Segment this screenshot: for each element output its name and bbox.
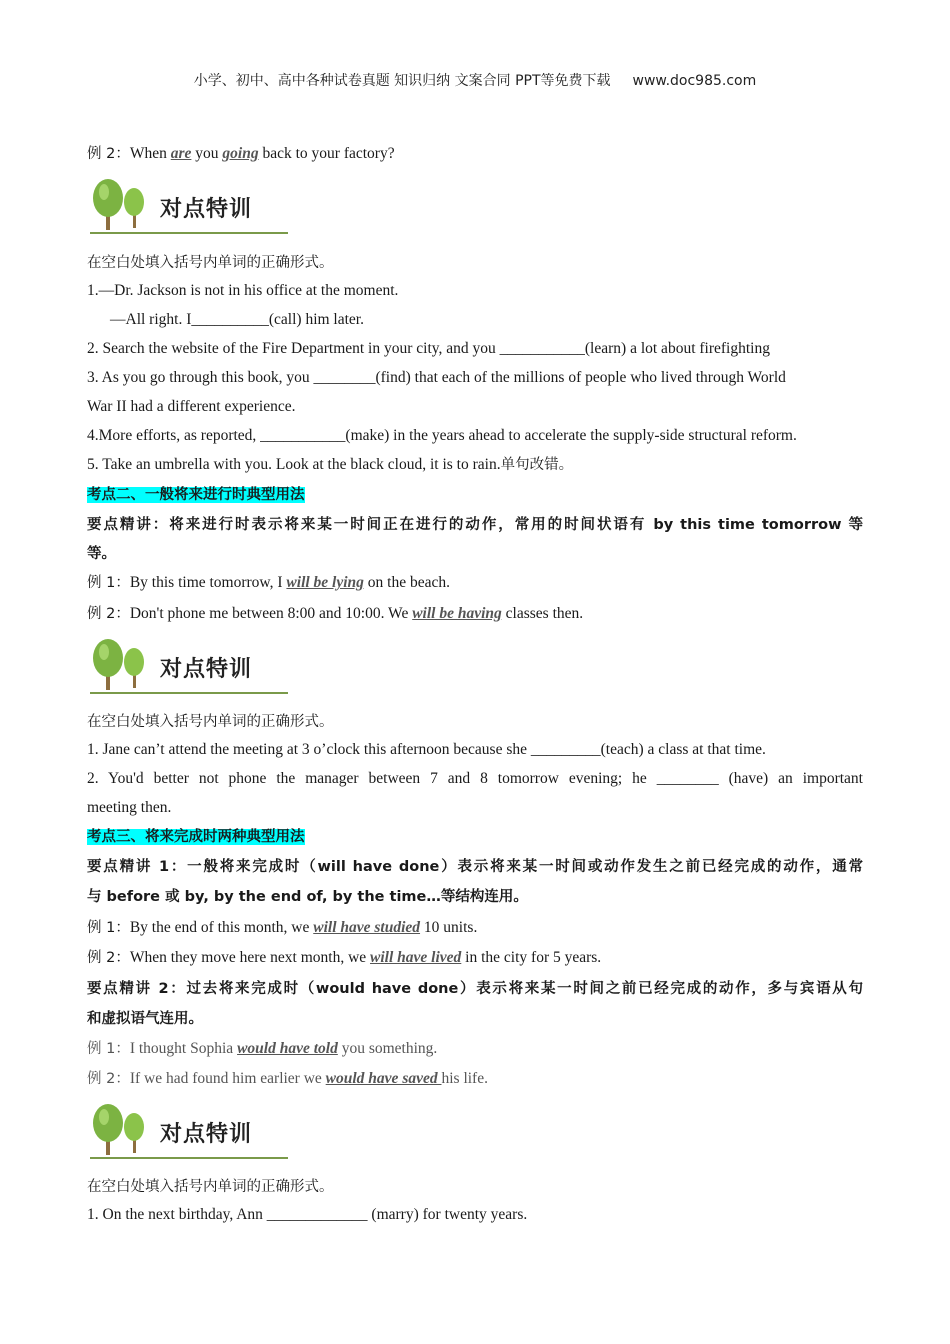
instruction: 在空白处填入括号内单词的正确形式。 [87,714,334,730]
section-heading: 考点三、将来完成时两种典型用法 [87,829,305,845]
example-line: 例 2：If we had found him earlier we would have saved his life. [87,1070,488,1087]
key-point-2: 要点精讲 2：过去将来完成时（would have done）表示将来某一时间之前已经完成的动作，多与宾语从句 [87,981,863,997]
instruction: 在空白处填入括号内单词的正确形式。 [87,255,334,271]
key-point-1: 要点精讲 1：一般将来完成时（will have done）表示将来某一时间或动作发生之前已经完成的动作，通常 [87,859,863,875]
question-3b: War II had a different experience. [87,398,296,415]
question-4: 4.More efforts, as reported, ___________(make) in the years ahead to accelerate the supply-side structural reform. [87,427,797,444]
question-5: 5. Take an umbrella with you. Look at the black cloud, it is to rain.单句改错。 [87,456,574,473]
badge-underline [90,1157,288,1159]
example-line: 例 1：By this time tomorrow, I will be lying on the beach. [87,574,450,591]
header-text: 小学、初中、高中各种试卷真题 知识归纳 文案合同 PPT等免费下载 [193,73,611,89]
page-header [0,70,950,90]
key-point-2-cont: 和虚拟语气连用。 [87,1011,203,1027]
practice-badge [90,638,290,696]
question-1: 1. Jane can’t attend the meeting at 3 o’clock this afternoon because she _________(teach) a class at that time. [87,741,766,758]
question-2: 2. Search the website of the Fire Department in your city, and you ___________(learn) a lot about firefighting [87,340,770,357]
key-point-1-cont: 与 before 或 by, by the end of, by the time…等结构连用。 [87,889,528,905]
badge-title: 对点特训 [160,1122,253,1147]
tree-icon [90,638,156,692]
practice-badge [90,1103,290,1161]
question-1: 1. On the next birthday, Ann _____________ (marry) for twenty years. [87,1206,528,1223]
practice-badge [90,178,290,236]
question-2b: meeting then. [87,799,172,816]
badge-underline [90,692,288,694]
example-line: 例 1：I thought Sophia would have told you something. [87,1040,438,1057]
tree-icon [90,1103,156,1157]
key-point-cont: 等。 [87,546,116,562]
example-line: 例 2：When they move here next month, we will have lived in the city for 5 years. [87,949,602,966]
example-line: 例 1：By the end of this month, we will have studied 10 units. [87,919,478,936]
example-line: 例 2：When are you going back to your factory? [87,145,395,162]
badge-underline [90,232,288,234]
instruction: 在空白处填入括号内单词的正确形式。 [87,1179,334,1195]
badge-title: 对点特训 [160,197,253,222]
badge-title: 对点特训 [160,657,253,682]
question-3a: 3. As you go through this book, you ________(find) that each of the millions of people who lived through World [87,369,786,386]
example-line: 例 2：Don't phone me between 8:00 and 10:00. We will be having classes then. [87,605,584,622]
question-1b: —All right. I__________(call) him later. [110,311,364,328]
section-heading: 考点二、一般将来进行时典型用法 [87,487,305,503]
question-1a: 1.—Dr. Jackson is not in his office at the moment. [87,282,399,299]
header-url[interactable]: www.doc985.com [632,73,757,89]
tree-icon [90,178,156,232]
question-2a: 2. You'd better not phone the manager between 7 and 8 tomorrow evening; he ________ (have) an important [87,770,863,787]
key-point: 要点精讲：将来进行时表示将来某一时间正在进行的动作，常用的时间状语有 by this time tomorrow 等 [87,517,863,533]
